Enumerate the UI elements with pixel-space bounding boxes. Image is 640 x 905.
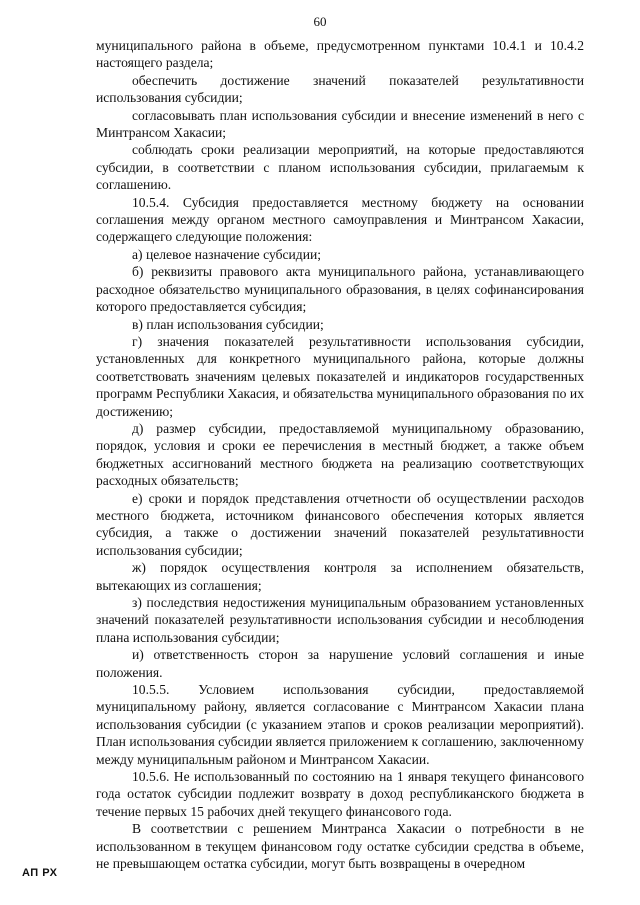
body-paragraph: б) реквизиты правового акта муниципального района, устанавливающего расходное обязательство муниципального образования, в целях софинансирования которого предоставляется субсидия; [96, 264, 584, 315]
document-body [96, 37, 584, 873]
page-number: 60 [313, 14, 327, 29]
body-paragraph: обеспечить достижение значений показателей результативности использования субсидии; [96, 72, 584, 106]
body-paragraph: 10.5.4. Субсидия предоставляется местному бюджету на основании соглашения между органом местного самоуправления и Минтрансом Хакасии, содержащего следующие положения: [96, 194, 584, 245]
body-paragraph: согласовывать план использования субсидии и внесение изменений в него с Минтрансом Хакасии; [96, 107, 584, 141]
body-paragraph: соблюдать сроки реализации мероприятий, на которые предоставляются субсидии, в соответствии с планом использования субсидии, прилагаемым к соглашению. [96, 142, 584, 193]
body-paragraph: муниципального района в объеме, предусмотренном пунктами 10.4.1 и 10.4.2 настоящего раздела; [96, 38, 584, 71]
body-paragraph: 10.5.5. Условием использования субсидии, предоставляемой муниципальному району, является согласование с Минтрансом Хакасии плана использования субсидии (с указанием этапов и сроков реализации мероприятий). План использования субсидии является приложением к соглашению, заключенному между муниципальным районом и Минтрансом Хакасии. [96, 682, 584, 767]
body-paragraph: 10.5.6. Не использованный по состоянию на 1 января текущего финансового года остаток субсидии подлежит возврату в доход республиканского бюджета в течение первых 15 рабочих дней текущего финансового года. [96, 769, 584, 819]
body-paragraph: в) план использования субсидии; [132, 316, 324, 332]
body-paragraph: а) целевое назначение субсидии; [132, 246, 322, 262]
body-paragraph: д) размер субсидии, предоставляемой муниципальному образованию, порядок, условия и сроки ее перечисления в местный бюджет, а также объем бюджетных ассигнований местного бюджета на реализацию соответствующих расходных обязательств; [96, 420, 584, 489]
body-paragraph: В соответствии с решением Минтранса Хакасии о потребности в не использованном в текущем финансовом году остатке субсидии средства в объеме, не превышающем остатка субсидии, могут быть возвращены в очередном [96, 821, 584, 872]
body-paragraph: з) последствия недостижения муниципальным образованием установленных значений показателей результативности использования субсидии и несоблюдения плана использования субсидии; [96, 595, 584, 645]
body-paragraph: е) сроки и порядок представления отчетности об осуществлении расходов местного бюджета, источником финансового обеспечения которых является субсидия, а также о достижении значений показателей результативности использования субсидии; [96, 490, 584, 558]
body-paragraph: г) значения показателей результативности использования субсидии, установленных для конкретного муниципального района, которые должны соответствовать значениям целевых показателей и индикаторов государственных программ Республики Хакасия, и обязательства муниципального образования по их достижению; [96, 333, 584, 419]
body-paragraph: и) ответственность сторон за нарушение условий соглашения и иные положения. [96, 647, 584, 680]
archive-stamp: АП РХ [22, 867, 58, 879]
body-paragraph: ж) порядок осуществления контроля за исполнением обязательств, вытекающих из соглашения; [96, 560, 584, 593]
